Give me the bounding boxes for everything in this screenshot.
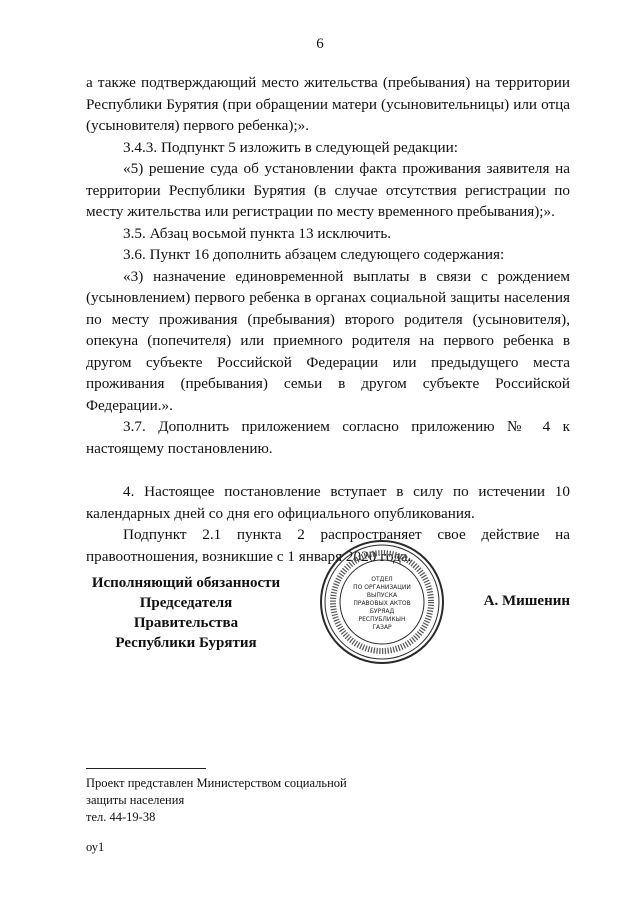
stamp-line: ГАЗАР <box>372 624 392 631</box>
signatory-title <box>86 573 286 653</box>
footnote-phone: тел. 44-19-38 <box>86 810 156 824</box>
paragraph: «3) назначение единовременной выплаты в связи с рождением (усыновлением) первого ребенка в органах социальной защиты населения по месту проживания (пребывания) второго родителя (усыновителя), опекуна (попечителя) или приемного родителя на первого ребенка в другом субъекте Российской Федерации или предыдущего места проживания (пребывания) семьи в другом субъекте Российской Федерации.». <box>86 267 570 414</box>
paragraph: 3.5. Абзац восьмой пункта 13 исключить. <box>123 224 392 242</box>
stamp-line: ВЫПУСКА <box>366 592 398 599</box>
footnote-divider <box>86 768 206 769</box>
stamp-line: ПРАВОВЫХ АКТОВ <box>353 600 411 607</box>
paragraph: 3.6. Пункт 16 дополнить абзацем следующего содержания: <box>123 246 505 263</box>
stamp-line: ОТДЕЛ <box>371 576 393 583</box>
paragraph: а также подтверждающий место жительства (пребывания) на территории Республики Бурятия (при обращении матери (усыновительницы) или отца (усыновителя) первого ребенка);». <box>86 74 570 134</box>
signatory-title-line: Председателя Правительства <box>133 595 239 631</box>
signatory-title-line: Исполняющий обязанности <box>91 575 281 591</box>
footnote-line: защиты населения <box>86 793 185 807</box>
signatory-title-line: Республики Бурятия <box>115 635 257 651</box>
document-body <box>86 72 570 567</box>
stamp-line: ПО ОРГАНИЗАЦИИ <box>353 584 411 591</box>
signatory-name: А. Мишенин <box>483 593 570 609</box>
paragraph: Подпункт 2.1 пункта 2 распространяет свое действие на правоотношения, возникшие с 1 января 2020 года. <box>86 526 570 565</box>
paragraph: 3.4.3. Подпункт 5 изложить в следующей редакции: <box>123 138 459 156</box>
page-number: 6 <box>316 36 324 52</box>
paragraph: «5) решение суда об установлении факта проживания заявителя на территории Республики Бурятия (в случае отсутствия регистрации по месту жительства или регистрации по месту временного пребывания);». <box>86 160 570 220</box>
footnote-line: Проект представлен Министерством социальной <box>86 776 347 790</box>
stamp-line: БУРЯАД <box>369 608 395 615</box>
footnote <box>86 775 386 826</box>
document-code: оу1 <box>86 840 105 854</box>
official-stamp <box>318 538 446 666</box>
paragraph: 4. Настоящее постановление вступает в силу по истечении 10 календарных дней со дня его официального опубликования. <box>86 483 570 522</box>
stamp-line: РЕСПУБЛИКЫН <box>358 616 406 623</box>
paragraph: 3.7. Дополнить приложением согласно приложению № 4 к настоящему постановлению. <box>86 418 570 457</box>
